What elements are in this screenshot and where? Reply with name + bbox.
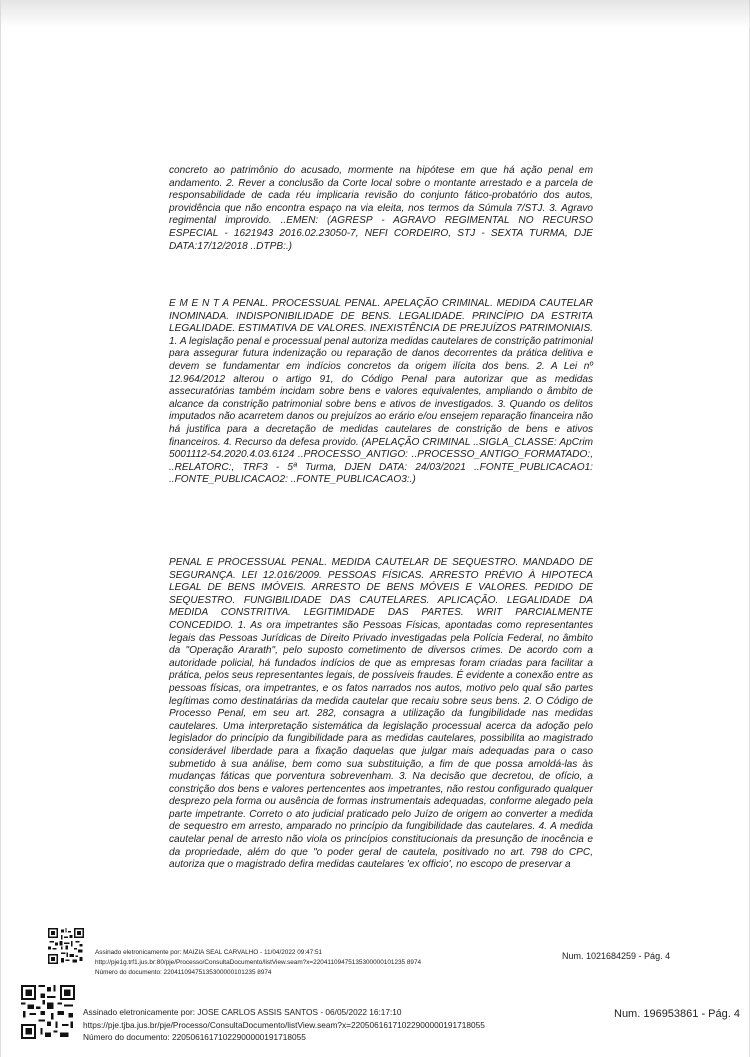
paragraph-ementa: E M E N T A PENAL. PROCESSUAL PENAL. APELAÇÃO CRIMINAL. MEDIDA CAUTELAR INOMINADA. INDISPONIBILIDADE DE BENS. LEGALIDADE. PRINCÍPIO DA ESTRITA LEGALIDADE. ESTIMATIVA DE VALORES. INEXISTÊNCIA DE PREJUÍZOS PATRIMONIAIS. 1. A legislação penal e processual penal autoriza medidas cautelares de constrição patrimonial para assegurar futura indenização ou reparação de danos decorrentes da prática delitiva e devem se fundamentar em indícios concretos da origem ilícita dos bens. 2. A Lei nº 12.964/2012 alterou o artigo 91, do Código Penal para autorizar que as medidas assecuratórias também incidam sobre bens e valores equivalentes, ampliando o âmbito de alcance da constrição patrimonial sobre bens e ativos de investigados. 3. Quando os delitos imputados não acarretem danos ou prejuízos ao erário e/ou ensejem reparação financeira não há justifica para a decretação de medidas cautelares de constrição de bens e ativos financeiros. 4. Recurso da defesa provido. (APELAÇÃO CRIMINAL ..SIGLA_CLASSE: ApCrim 5001112-54.2020.4.03.6124 ..PROCESSO_ANTIGO: ..PROCESSO_ANTIGO_FORMATADO:, ..RELATORC:, TRF3 - 5ª Turma, DJEN DATA: 24/03/2021 ..FONTE_PUBLICACAO1: ..FONTE_PUBLICACAO2: ..FONTE_PUBLICACAO3:.) xyxy=(169,298,593,486)
signature-2-url[interactable]: https://pje.tjba.jus.br/pje/Processo/ConsultaDocumento/listView.seam?x=22050616171022900000191718055 xyxy=(83,1019,485,1030)
qr-code-icon xyxy=(41,928,91,964)
paragraph-1: concreto ao patrimônio do acusado, mormente na hipótese em que há ação penal em andamento. 2. Rever a conclusão da Corte local sobre o montante arrestado e a parcela de responsabilidade de cada réu implicaria revisão do conjunto fático-probatório dos autos, providência que não encontra espaço na via eleita, nos termos da Súmula 7/STJ. 3. Agravo regimental improvido. ..EMEN: (AGRESP - AGRAVO REGIMENTAL NO RECURSO ESPECIAL - 1621943 2016.02.23050-7, NEFI CORDEIRO, STJ - SEXTA TURMA, DJE DATA:17/12/2018 ..DTPB:.) xyxy=(169,165,593,252)
paragraph-3: PENAL E PROCESSUAL PENAL. MEDIDA CAUTELAR DE SEQUESTRO. MANDADO DE SEGURANÇA. LEI 12.016/2009. PESSOAS FÍSICAS. ARRESTO PRÉVIO À HIPOTECA LEGAL DE BENS IMÓVEIS. ARRESTO DE BENS MÓVEIS E VALORES. PEDIDO DE SEQUESTRO. FUNGIBILIDADE DAS CAUTELARES. APLICAÇÃO. LEGALIDADE DA MEDIDA CONSTRITIVA. LEGITIMIDADE DAS PARTES. WRIT PARCIALMENTE CONCEDIDO. 1. As ora impetrantes são Pessoas Físicas, apontadas como representantes legais das Pessoas Jurídicas de Direito Privado investigadas pela Polícia Federal, no âmbito da "Operação Ararath", pelo suposto cometimento de diversos crimes. De acordo com a autoridade policial, há fundados indícios de que as empresas foram criadas para facilitar a prática, pelos seus representantes legais, de possíveis fraudes. É evidente a conexão entre as pessoas físicas, ora impetrantes, e os fatos narrados nos autos, motivo pelo qual são partes legítimas como destinatárias da medida cautelar que recaiu sobre seus bens. 2. O Código de Processo Penal, em seu art. 282, consagra a utilização da fungibilidade nas medidas cautelares. Uma interpretação sistemática da legislação processual acerca da adoção pelo legislador do princípio da fungibilidade para as medidas cautelares, possibilita ao magistrado considerável liberdade para a fixação daquelas que julgar mais adequadas para o caso submetido à sua análise, bem como sua substituição, a fim de que possa amoldá-las às mudanças fáticas que porventura sobrevenham. 3. Na decisão que decretou, de ofício, a constrição dos bens e valores pertencentes aos impetrantes, não restou configurado qualquer desprezo pela forma ou ausência de formas instrumentais adequadas, conforme alegado pela parte impetrante. Correto o ato judicial praticado pelo Juízo de origem ao converter a medida de sequestro em arresto, amparado no princípio da fungibilidade das cautelares. 4. A medida cautelar penal de arresto não viola os princípios constitucionais da presunção de inocência e da propriedade, além do que "o poder geral de cautela, positivado no art. 798 do CPC, autoriza que o magistrado defira medidas cautelares 'ex officio', no escopo de preservar a xyxy=(169,557,593,871)
signature-block-2 xyxy=(83,1006,485,1044)
signature-1-url[interactable]: http://pje1g.trf1.jus.br:80/pje/Processo/ConsultaDocumento/listView.seam?x=22041109475135300000101235 8974 xyxy=(95,959,422,967)
signature-1-signer: Assinado eletronicamente por: MAIZIA SEAL CARVALHO - 11/04/2022 09:47:51 xyxy=(95,949,323,956)
signature-2-signer: Assinado eletronicamente por: JOSE CARLOS ASSIS SANTOS - 06/05/2022 16:17:10 xyxy=(83,1007,402,1017)
signature-1-doc-number: Número do documento: 22041109475135300000101235 8974 xyxy=(95,969,272,977)
page-number-2: Num. 196953861 - Pág. 4 xyxy=(614,1008,740,1020)
signature-block-1 xyxy=(95,948,421,979)
qr-code-icon xyxy=(21,985,75,1039)
page-number-1: Num. 1021684259 - Pág. 4 xyxy=(562,951,671,961)
scan-shadow xyxy=(1,0,750,28)
signature-2-doc-number: Número do documento: 22050616171022900000191718055 xyxy=(83,1032,306,1042)
